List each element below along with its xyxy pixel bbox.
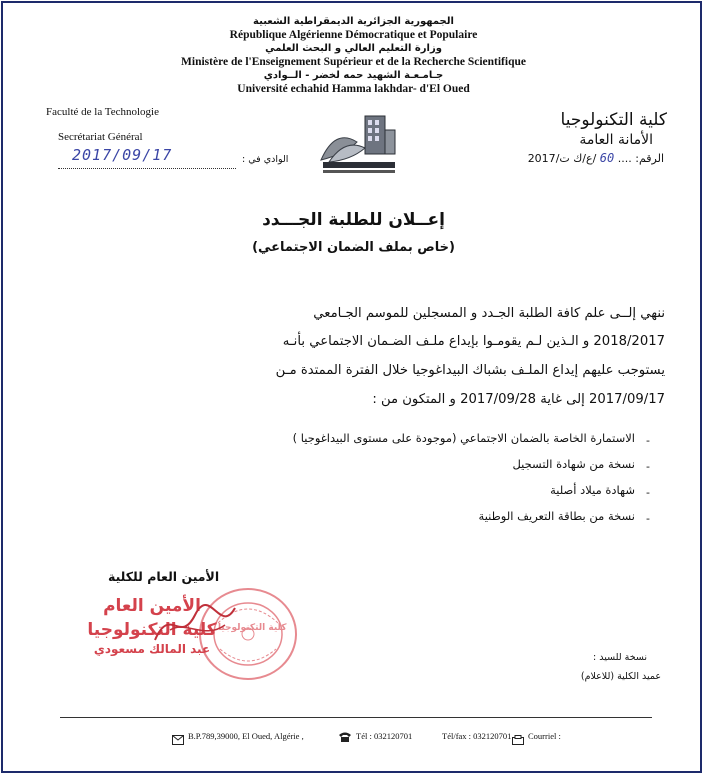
body-line-1: ننهي إلــى علم كافة الطلبة الجـدد و المسجلين للموسم الجـامعي bbox=[313, 306, 665, 321]
ref-label: الرقم: .... bbox=[617, 152, 664, 165]
stamp-line-1: الأمين العام bbox=[103, 596, 201, 616]
faculty-ar: كلية التكنولوجيا bbox=[560, 110, 667, 130]
date-label: الوادي في : bbox=[242, 154, 289, 165]
copy-label: نسخة للسيد : bbox=[593, 652, 647, 663]
handwritten-date: 2017/09/17 bbox=[72, 146, 173, 164]
stamp-line-3: عبد المالك مسعودي bbox=[93, 642, 211, 656]
list-item: الاستمارة الخاصة بالضمان الاجتماعي (موجودة على مستوى البيداغوجيا ) bbox=[292, 431, 635, 445]
body-line-3: يستوجب عليهم إيداع الملـف بشباك البيداغوجيا خلال الفترة الممتدة مـن bbox=[275, 363, 665, 378]
footer-address: B.P.789,39000, El Oued, Algérie , bbox=[188, 731, 304, 741]
stamp-line-2: كلية التكنولوجيا bbox=[87, 620, 217, 640]
footer-divider bbox=[60, 717, 652, 718]
seal-text: كلية التكنولوجيا bbox=[218, 623, 287, 633]
university-logo bbox=[315, 108, 399, 178]
ref-suffix: /ع/ك ت/2017 bbox=[527, 152, 597, 165]
list-item: شهادة ميلاد أصلية bbox=[550, 483, 635, 497]
mail-icon bbox=[172, 730, 184, 749]
ref-handwritten: 60 bbox=[599, 151, 615, 165]
list-bullet: - bbox=[646, 486, 650, 499]
body-line-4: 2017/09/17 إلى غاية 2017/09/28 و المتكون من : bbox=[372, 392, 665, 407]
footer-telfax: Tél/fax : 032120701 bbox=[442, 731, 512, 741]
secretariat-ar: الأمانة العامة bbox=[579, 132, 653, 148]
list-item: نسخة من بطاقة التعريف الوطنية bbox=[478, 509, 635, 523]
copy-recipient: عميد الكلية (للاعلام) bbox=[580, 671, 661, 682]
reference-number bbox=[494, 151, 664, 165]
signature-scribble bbox=[150, 600, 240, 650]
footer-email: Courriel : bbox=[528, 731, 561, 741]
ministry-fr: Ministère de l'Enseignement Supérieur et de la Recherche Scientifique bbox=[181, 56, 526, 68]
university-ar: جـامـعـة الشهيد حمه لخضر - الــوادي bbox=[263, 70, 444, 81]
fax-icon bbox=[512, 730, 524, 749]
faculty-fr: Faculté de la Technologie bbox=[46, 106, 159, 118]
ministry-ar: وزارة التعليم العالي و البحث العلمي bbox=[265, 43, 442, 54]
list-item: نسخة من شهادة التسجيل bbox=[512, 457, 635, 471]
list-bullet: - bbox=[646, 434, 650, 447]
phone-icon bbox=[338, 728, 352, 747]
republic-ar: الجمهورية الجزائرية الديمقراطية الشعبية bbox=[253, 16, 454, 27]
body-line-2: 2018/2017 و الـذين لـم يقومـوا بإيداع ملـف الضـمان الاجتماعي بأنـه bbox=[282, 334, 665, 349]
announcement-title: إعــلان للطلبة الجـــدد bbox=[262, 210, 445, 230]
republic-fr: République Algérienne Démocratique et Populaire bbox=[229, 29, 478, 41]
signature-title: الأمين العام للكلية bbox=[108, 569, 220, 584]
announcement-subtitle: (خاص بملف الضمان الاجتماعي) bbox=[252, 240, 455, 255]
secretariat-fr: Secrétariat Général bbox=[58, 131, 143, 143]
list-bullet: - bbox=[646, 460, 650, 473]
footer-tel: Tél : 032120701 bbox=[356, 731, 413, 741]
university-fr: Université echahid Hamma lakhdar- d'El Oued bbox=[237, 83, 470, 95]
list-bullet: - bbox=[646, 512, 650, 525]
